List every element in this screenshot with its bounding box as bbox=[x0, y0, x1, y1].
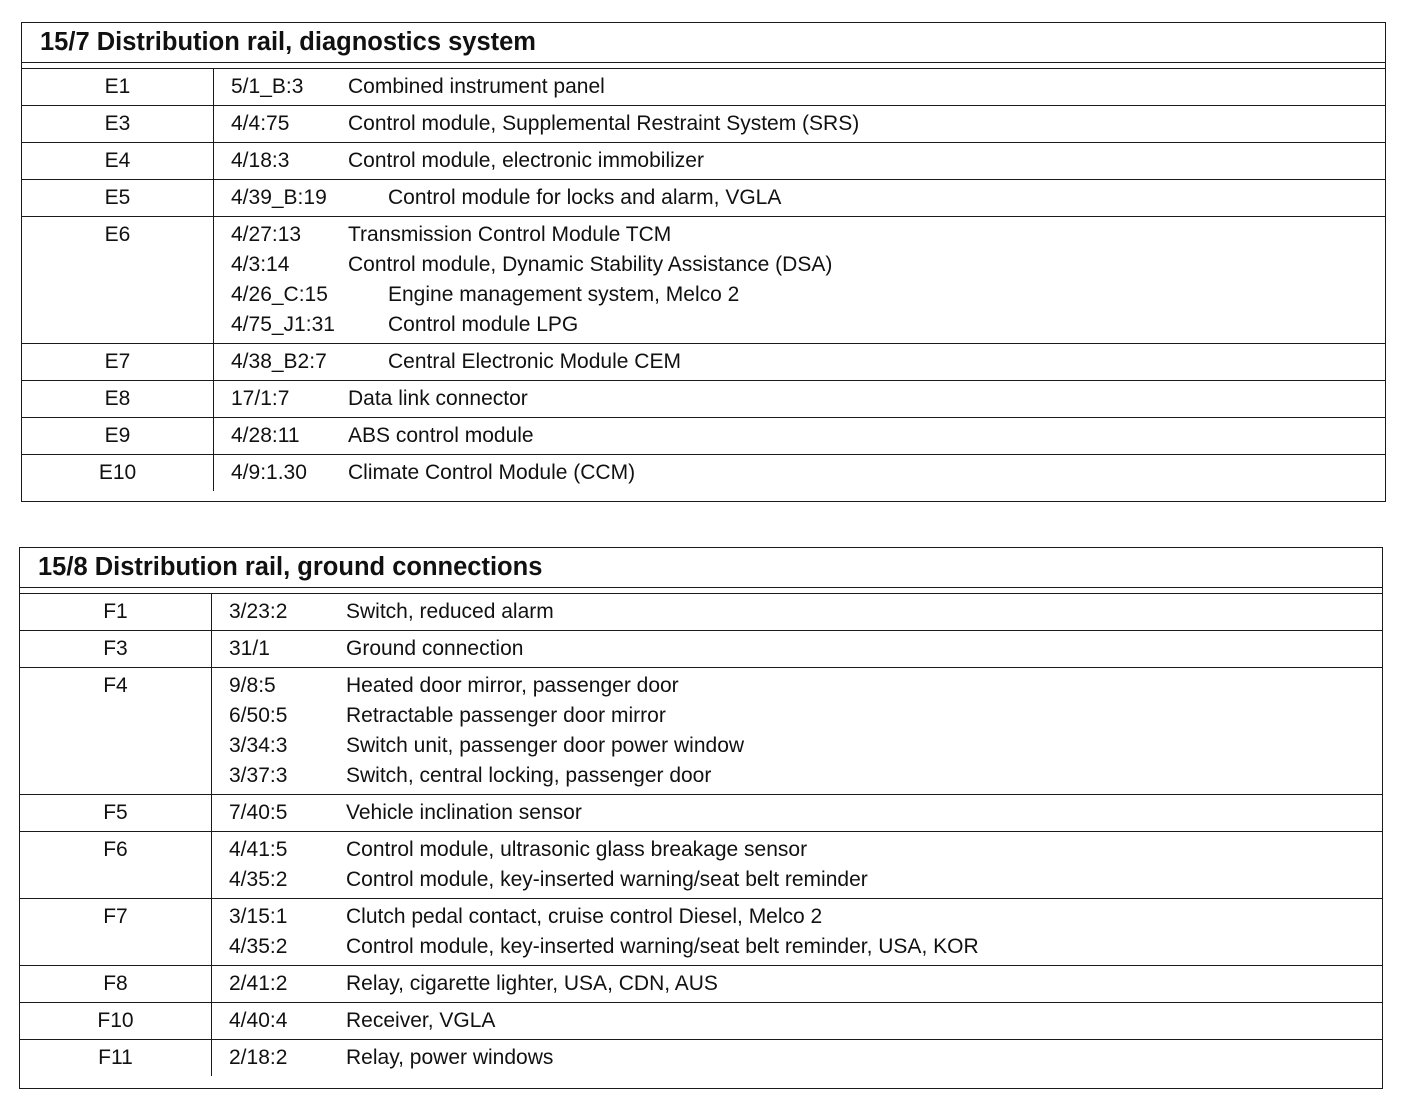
table-rows bbox=[20, 594, 1382, 1076]
entry bbox=[212, 597, 1382, 627]
connection-code: F3 bbox=[20, 631, 212, 667]
connection-code: E7 bbox=[22, 344, 214, 380]
table-row bbox=[20, 832, 1382, 899]
table-row bbox=[22, 418, 1385, 455]
entry-description: Relay, cigarette lighter, USA, CDN, AUS bbox=[346, 972, 718, 995]
entry-description: Receiver, VGLA bbox=[346, 1009, 496, 1032]
connection-code: E4 bbox=[22, 143, 214, 179]
entry-description: Control module, Supplemental Restraint System (SRS) bbox=[348, 112, 860, 135]
connection-code: F5 bbox=[20, 795, 212, 831]
entry-description: Clutch pedal contact, cruise control Diesel, Melco 2 bbox=[346, 905, 823, 928]
entry-description: Central Electronic Module CEM bbox=[388, 350, 681, 373]
entry bbox=[214, 250, 1385, 280]
entry-reference: 4/9:1.30 bbox=[231, 461, 307, 484]
table-row bbox=[22, 344, 1385, 381]
row-entries bbox=[212, 832, 1382, 898]
table-row bbox=[20, 899, 1382, 966]
connection-code: F1 bbox=[20, 594, 212, 630]
entry-description: Switch unit, passenger door power window bbox=[346, 734, 745, 757]
entry bbox=[214, 109, 1385, 139]
entry-description: Relay, power windows bbox=[346, 1046, 554, 1069]
entry-description: Combined instrument panel bbox=[348, 75, 605, 98]
entry-reference: 17/1:7 bbox=[231, 387, 290, 410]
entry-reference: 5/1_B:3 bbox=[231, 75, 304, 98]
entry-description: ABS control module bbox=[348, 424, 534, 447]
entry bbox=[212, 731, 1382, 761]
entry-description: Switch, central locking, passenger door bbox=[346, 764, 712, 787]
entry-description: Vehicle inclination sensor bbox=[346, 801, 582, 824]
entry-reference: 4/28:11 bbox=[231, 424, 300, 447]
entry-reference: 4/41:5 bbox=[229, 838, 288, 861]
table-title: 15/7 Distribution rail, diagnostics system bbox=[22, 23, 1385, 63]
entry-description: Switch, reduced alarm bbox=[346, 600, 554, 623]
row-entries bbox=[212, 631, 1382, 667]
entry-reference: 4/27:13 bbox=[231, 223, 302, 246]
entry bbox=[212, 798, 1382, 828]
entry-reference: 4/75_J1:31 bbox=[231, 313, 335, 336]
entry bbox=[214, 310, 1385, 340]
entry bbox=[212, 634, 1382, 664]
table-row bbox=[22, 381, 1385, 418]
row-entries bbox=[212, 1003, 1382, 1039]
entry-reference: 4/38_B2:7 bbox=[231, 350, 327, 373]
row-entries bbox=[214, 143, 1385, 179]
entry-reference: 4/4:75 bbox=[231, 112, 290, 135]
row-entries bbox=[214, 455, 1385, 491]
row-entries bbox=[212, 899, 1382, 965]
entry bbox=[212, 761, 1382, 791]
entry-description: Retractable passenger door mirror bbox=[346, 704, 666, 727]
entry bbox=[212, 671, 1382, 701]
entry-reference: 4/39_B:19 bbox=[231, 186, 327, 209]
entry-reference: 3/37:3 bbox=[229, 764, 288, 787]
entry-reference: 4/18:3 bbox=[231, 149, 290, 172]
connection-code: F11 bbox=[20, 1040, 212, 1076]
row-entries bbox=[212, 966, 1382, 1002]
connection-code: F6 bbox=[20, 832, 212, 898]
table-row bbox=[22, 69, 1385, 106]
row-entries bbox=[214, 381, 1385, 417]
entry bbox=[214, 72, 1385, 102]
connection-code: E6 bbox=[22, 217, 214, 343]
entry-reference: 3/34:3 bbox=[229, 734, 288, 757]
entry bbox=[214, 458, 1385, 488]
entry bbox=[212, 865, 1382, 895]
entry-reference: 7/40:5 bbox=[229, 801, 288, 824]
entry-reference: 4/35:2 bbox=[229, 868, 288, 891]
connection-code: E3 bbox=[22, 106, 214, 142]
row-entries bbox=[214, 344, 1385, 380]
entry-description: Control module, Dynamic Stability Assistance (DSA) bbox=[348, 253, 833, 276]
row-entries bbox=[214, 217, 1385, 343]
row-entries bbox=[214, 418, 1385, 454]
connection-code: F4 bbox=[20, 668, 212, 794]
entry-description: Control module, key-inserted warning/seat belt reminder bbox=[346, 868, 868, 891]
table-row bbox=[22, 106, 1385, 143]
row-entries bbox=[214, 180, 1385, 216]
connection-code: F10 bbox=[20, 1003, 212, 1039]
table-row bbox=[22, 217, 1385, 344]
row-entries bbox=[214, 106, 1385, 142]
entry bbox=[214, 183, 1385, 213]
table-row bbox=[20, 795, 1382, 832]
entry-reference: 2/18:2 bbox=[229, 1046, 288, 1069]
table-row bbox=[20, 1003, 1382, 1040]
row-entries bbox=[212, 795, 1382, 831]
entry-reference: 4/40:4 bbox=[229, 1009, 288, 1032]
table-row bbox=[22, 180, 1385, 217]
entry bbox=[212, 902, 1382, 932]
entry-reference: 4/3:14 bbox=[231, 253, 290, 276]
entry-description: Transmission Control Module TCM bbox=[348, 223, 672, 246]
entry bbox=[212, 701, 1382, 731]
table-row bbox=[20, 631, 1382, 668]
connection-code: E8 bbox=[22, 381, 214, 417]
entry bbox=[212, 932, 1382, 962]
entry-reference: 31/1 bbox=[229, 637, 270, 660]
entry bbox=[214, 146, 1385, 176]
entry bbox=[214, 220, 1385, 250]
table-row bbox=[20, 594, 1382, 631]
entry bbox=[214, 280, 1385, 310]
entry-description: Data link connector bbox=[348, 387, 528, 410]
entry-description: Control module LPG bbox=[388, 313, 579, 336]
entry-reference: 4/26_C:15 bbox=[231, 283, 328, 306]
entry-reference: 2/41:2 bbox=[229, 972, 288, 995]
entry-description: Ground connection bbox=[346, 637, 524, 660]
connection-code: E9 bbox=[22, 418, 214, 454]
connection-code: F7 bbox=[20, 899, 212, 965]
entry-description: Engine management system, Melco 2 bbox=[388, 283, 740, 306]
entry bbox=[212, 1006, 1382, 1036]
entry bbox=[212, 1043, 1382, 1073]
entry bbox=[214, 421, 1385, 451]
entry bbox=[214, 384, 1385, 414]
table-row bbox=[22, 143, 1385, 180]
connection-code: E5 bbox=[22, 180, 214, 216]
row-entries bbox=[214, 69, 1385, 105]
diagnostics-rail-table bbox=[21, 22, 1386, 502]
table-row bbox=[20, 966, 1382, 1003]
row-entries bbox=[212, 668, 1382, 794]
entry-description: Heated door mirror, passenger door bbox=[346, 674, 679, 697]
entry-description: Control module for locks and alarm, VGLA bbox=[388, 186, 782, 209]
entry-reference: 9/8:5 bbox=[229, 674, 276, 697]
entry-description: Control module, key-inserted warning/seat belt reminder, USA, KOR bbox=[346, 935, 979, 958]
connection-code: F8 bbox=[20, 966, 212, 1002]
entry-reference: 3/23:2 bbox=[229, 600, 288, 623]
entry-description: Control module, ultrasonic glass breakage sensor bbox=[346, 838, 808, 861]
connection-code: E10 bbox=[22, 455, 214, 491]
entry-description: Control module, electronic immobilizer bbox=[348, 149, 704, 172]
table-title: 15/8 Distribution rail, ground connections bbox=[20, 548, 1382, 588]
connection-code: E1 bbox=[22, 69, 214, 105]
entry bbox=[212, 969, 1382, 999]
entry-reference: 3/15:1 bbox=[229, 905, 288, 928]
table-rows bbox=[22, 69, 1385, 491]
entry bbox=[212, 835, 1382, 865]
entry-reference: 4/35:2 bbox=[229, 935, 288, 958]
table-row bbox=[20, 1040, 1382, 1076]
row-entries bbox=[212, 594, 1382, 630]
entry bbox=[214, 347, 1385, 377]
ground-rail-table bbox=[19, 547, 1383, 1089]
row-entries bbox=[212, 1040, 1382, 1076]
entry-reference: 6/50:5 bbox=[229, 704, 288, 727]
entry-description: Climate Control Module (CCM) bbox=[348, 461, 636, 484]
table-row bbox=[20, 668, 1382, 795]
table-row bbox=[22, 455, 1385, 491]
